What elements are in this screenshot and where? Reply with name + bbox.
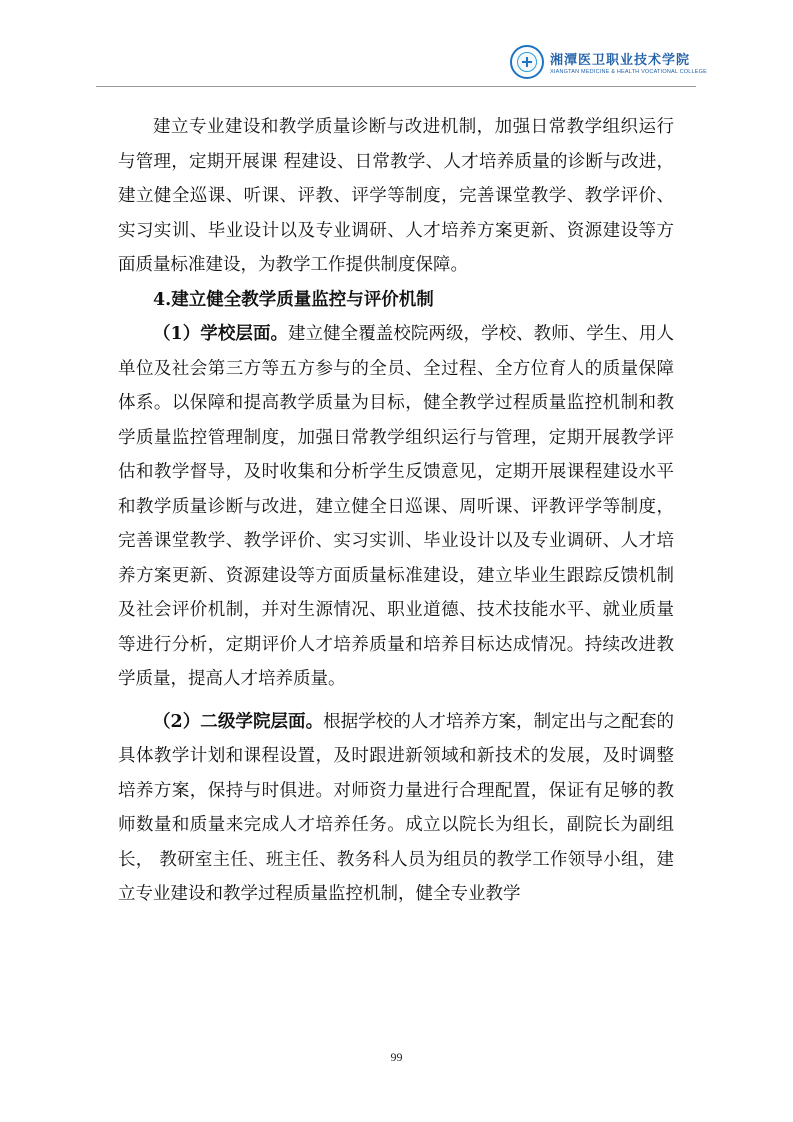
- paragraph-school-level: [118, 317, 674, 697]
- header-divider: [96, 86, 696, 87]
- document-body: [118, 110, 674, 912]
- page-number: 99: [390, 1050, 403, 1064]
- paragraph-college-level: [118, 705, 674, 912]
- school-level-label: （1）学校层面。: [153, 324, 289, 344]
- paragraph-quality-diagnosis: 建立专业建设和教学质量诊断与改进机制，加强日常教学组织运行与管理，定期开展课 程建设、日常教学、人才培养质量的诊断与改进，建立健全巡课、听课、评教、评学等制度，完善课堂教学、教学评价、实习实训、毕业设计以及专业调研、人才培养方案更新、资源建设等方面质量标准建设，为教学工作提供制度保障。: [118, 117, 674, 275]
- college-level-text: 根据学校的人才培养方案，制定出与之配套的具体教学计划和课程设置，及时跟进新领域和新技术的发展，及时调整培养方案，保持与时俱进。对师资力量进行合理配置，保证有足够的教师数量和质量来完成人才培养任务。成立以院长为组长，副院长为副组长， 教研室主任、班主任、教务科人员为组员的教学工作领导小组，建立专业建设和教学过程质量监控机制，健全专业教学: [118, 711, 674, 904]
- page-header: [510, 40, 710, 84]
- college-logo-icon: [510, 45, 544, 79]
- college-name-cn: 湘潭医卫职业技术学院: [550, 53, 691, 68]
- college-logo-wordmark: [550, 49, 707, 75]
- college-level-label: （2）二级学院层面。: [153, 711, 324, 732]
- school-level-text: 建立健全覆盖校院两级，学校、教师、学生、用人单位及社会第三方等五方参与的全员、全过程、全方位育人的质量保障体系。以保障和提高教学质量为目标，健全教学过程质量监控机制和教学质量监控管理制度，加强日常教学组织运行与管理，定期开展教学评估和教学督导，及时收集和分析学生反馈意见，定期开展课程建设水平和教学质量诊断与改进，建立健全日巡课、周听课、评教评学等制度，完善课堂教学、教学评价、实习实训、毕业设计以及专业调研、人才培养方案更新、资源建设等方面质量标准建设，建立毕业生跟踪反馈机制及社会评价机制，并对生源情况、职业道德、技术技能水平、就业质量等进行分析，定期评价人才培养质量和培养目标达成情况。持续改进教学质量，提高人才培养质量。: [118, 324, 674, 689]
- college-name-en: XIANGTAN MEDICINE & HEALTH VOCATIONAL COLLEGE: [550, 69, 708, 75]
- section-heading-4: 4.建立健全教学质量监控与评价机制: [153, 289, 434, 310]
